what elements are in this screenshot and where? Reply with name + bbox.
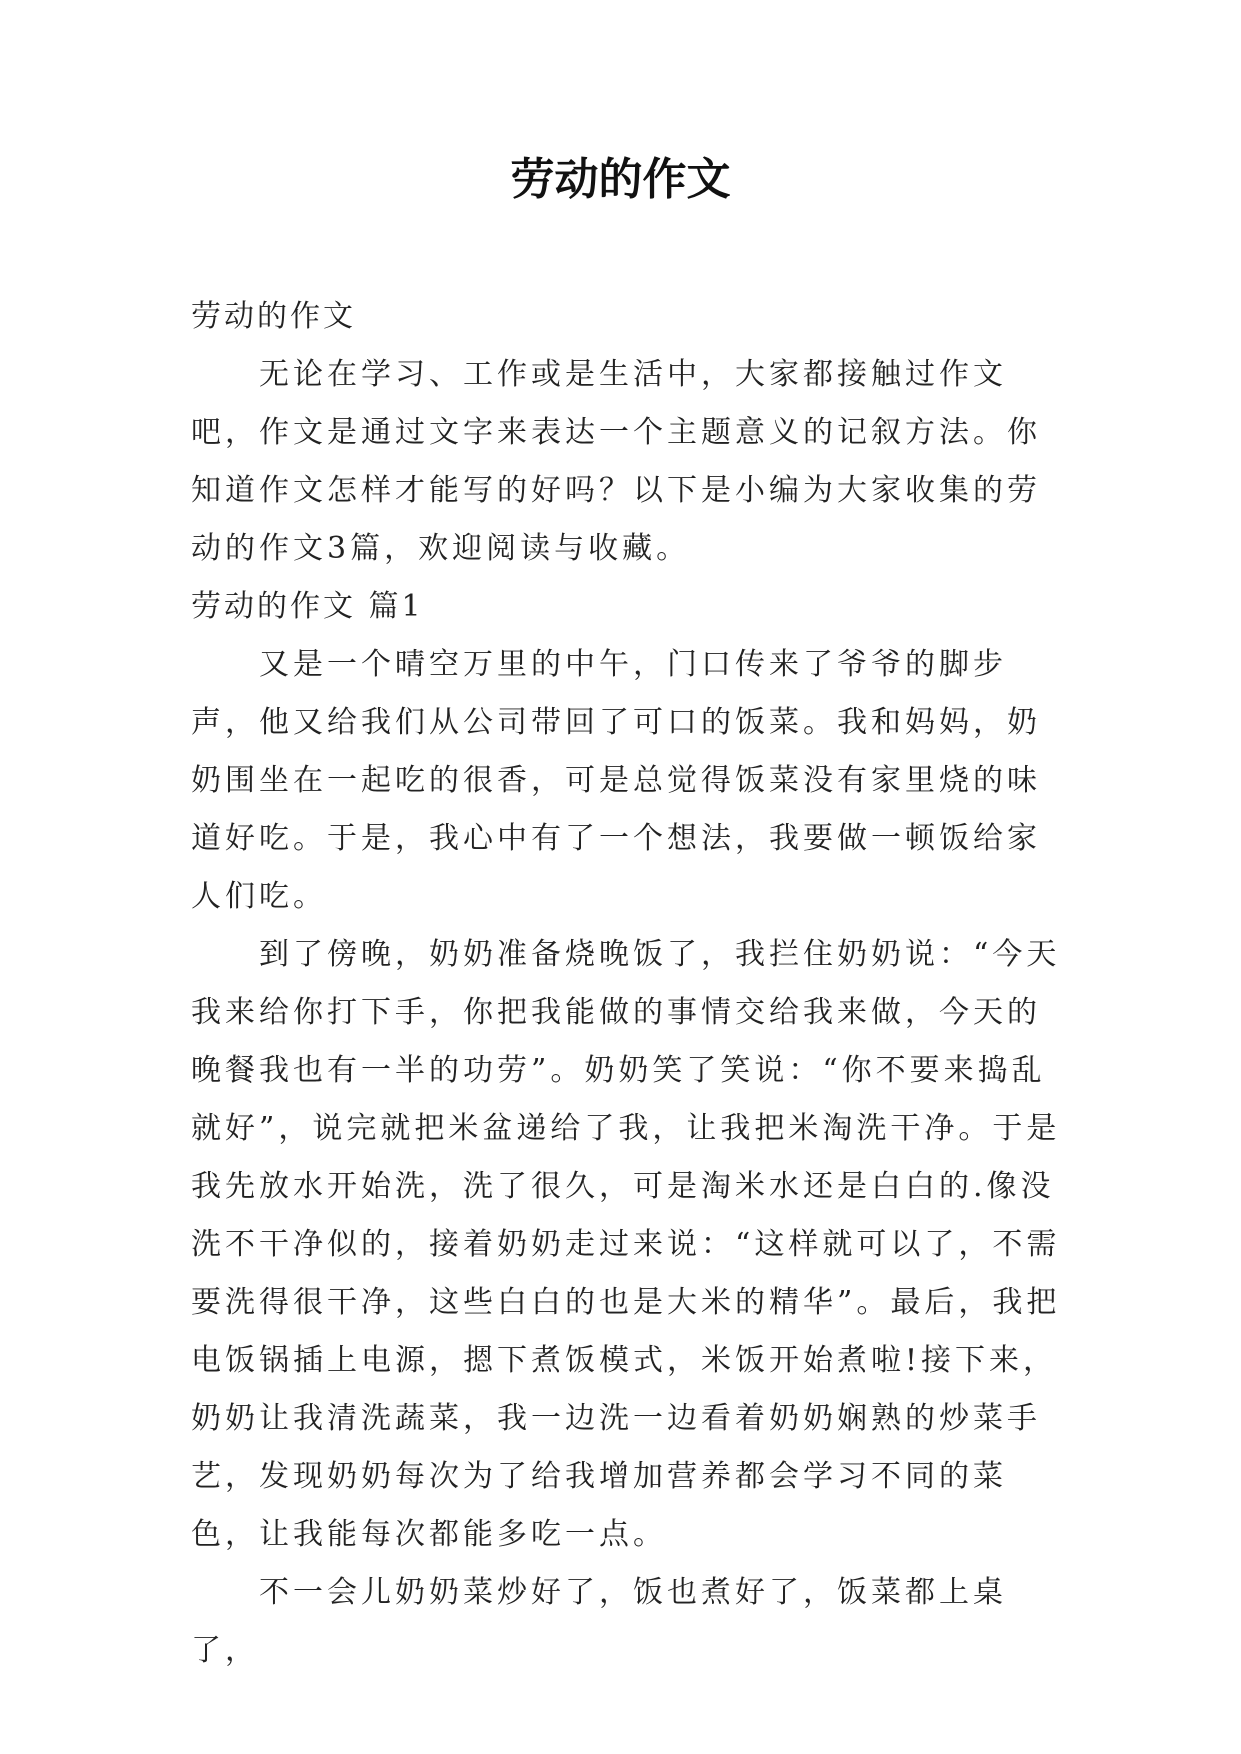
section-heading: 劳动的作文 篇1 [191,589,424,624]
paragraph-3: 不一会儿奶奶菜炒好了，饭也煮好了，饭菜都上桌了， [191,1575,1007,1668]
document-body [191,288,1061,1680]
paragraph-1: 又是一个晴空万里的中午，门口传来了爷爷的脚步声，他又给我们从公司带回了可口的饭菜。我和妈妈，奶奶围坐在一起吃的很香，可是总觉得饭菜没有家里烧的味道好吃。于是，我心中有了一个想法，我要做一顿饭给家人们吃。 [191,647,1041,914]
subtitle: 劳动的作文 [191,299,356,334]
document-title: 劳动的作文 [510,154,731,205]
intro-paragraph: 无论在学习、工作或是生活中，大家都接触过作文吧，作文是通过文字来表达一个主题意义的记叙方法。你知道作文怎样才能写的好吗？以下是小编为大家收集的劳动的作文3篇，欢迎阅读与收藏。 [191,357,1041,566]
paragraph-2: 到了傍晚，奶奶准备烧晚饭了，我拦住奶奶说：“今天我来给你打下手，你把我能做的事情交给我来做，今天的晚餐我也有一半的功劳”。奶奶笑了笑说：“你不要来捣乱就好”，说完就把米盆递给了我，让我把米淘洗干净。于是我先放水开始洗，洗了很久，可是淘米水还是白白的.像没洗不干净似的，接着奶奶走过来说：“这样就可以了，不需要洗得很干净，这些白白的也是大米的精华”。最后，我把电饭锅插上电源，摁下煮饭模式，米饭开始煮啦!接下来，奶奶让我清洗蔬菜，我一边洗一边看着奶奶娴熟的炒菜手艺，发现奶奶每次为了给我增加营养都会学习不同的菜色，让我能每次都能多吃一点。 [191,937,1061,1552]
